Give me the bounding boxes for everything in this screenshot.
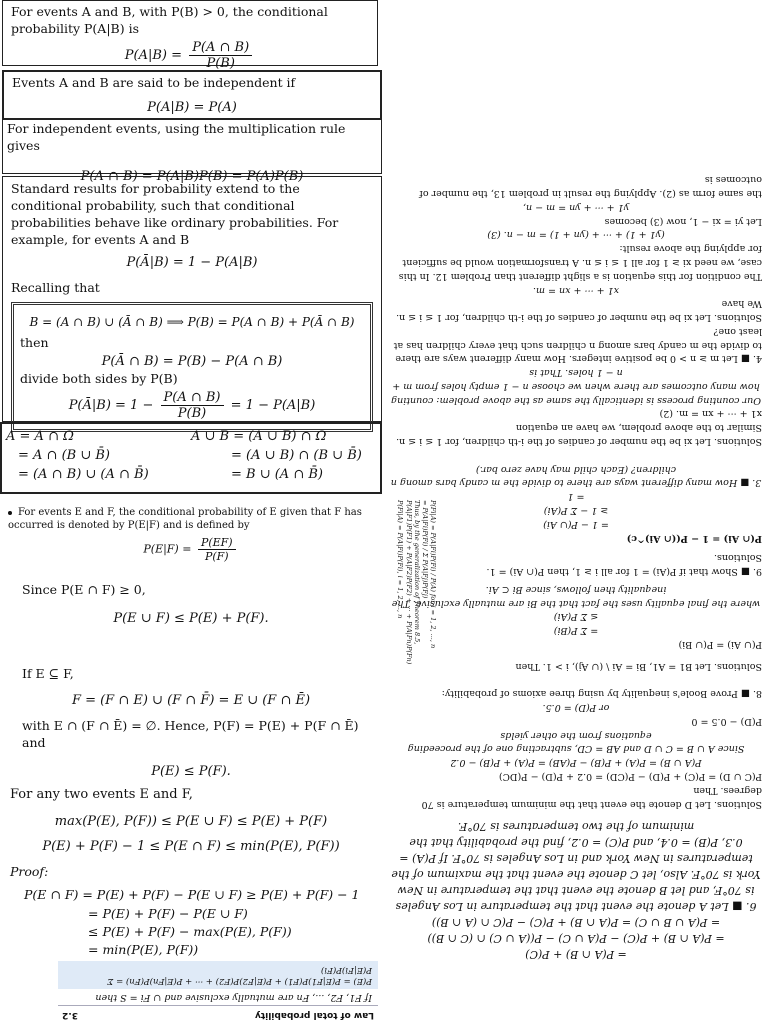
divide-text: divide both sides by P(B) bbox=[20, 371, 178, 387]
solution-line: = P(A ∪ B ∪ C) = P(A ∩ B) + P(C) − P(C ∩ (A ∩ B)) bbox=[431, 916, 721, 930]
total-probability-panel bbox=[58, 964, 378, 1024]
then-text: then bbox=[20, 335, 49, 351]
multiplication-panel bbox=[2, 118, 382, 184]
solution-line: P(A ∪ B) = P(A) + P(B) − P(AB) = P(A) + P(B) − 0.2 bbox=[450, 757, 702, 769]
solution-line: x1 + ··· + xn = m. bbox=[533, 284, 619, 296]
proof-line: = min(P(E), P(F)) bbox=[88, 941, 199, 957]
solution-line: Let yi = xi − 1, now (3) becomes bbox=[604, 215, 762, 227]
solution-line: P(C ∪ D) = P(C) + P(D) − P(CD) = 0.2 + P(D) − P(DC) bbox=[498, 771, 762, 783]
proof-line: P(E ∩ F) = P(E) + P(F) − P(E ∪ F) ≥ P(E) + P(F) − 1 bbox=[24, 887, 360, 903]
bayes-line: P(Fi|A) = P(A|Fi)P(Fi), i = 1, 2, ..., n bbox=[396, 500, 405, 619]
independence-formula: P(A|B) = P(A) bbox=[147, 99, 237, 115]
solution-line: or P(D) = 0.5. bbox=[542, 702, 610, 714]
solution-line: Solutions. Let B1 = A1, Bi = Ai \ (∪ Aj), i > 1. Then bbox=[515, 660, 762, 672]
proof-line: = P(E) + P(F) − P(E ∪ F) bbox=[88, 905, 248, 921]
bayes-line: P(A|F1)P(F1) + P(A|F2)P(F2) + ··· + P(A|Fn)P(Fn) bbox=[404, 500, 413, 665]
proof-label: Proof: bbox=[10, 863, 49, 879]
union-bounds: max(P(E), P(F)) ≤ P(E ∪ F) ≤ P(E) + P(F) bbox=[54, 813, 328, 829]
partition-formula: B = (A ∩ B) ∪ (Ā ∩ B) ⟹ P(B) = P(A ∩ B) + P(Ā ∩ B) bbox=[29, 315, 355, 330]
recalling-inner-box bbox=[11, 302, 373, 432]
upside-down-solutions-page bbox=[384, 0, 768, 968]
solution-line: 6. ■ Let A denote the event that the temperature in Los Angeles is 70°F, and let B denote the event that the temperature in New York is 70°F. Also, let C denote the event that the maximum of the temperatures in New York and in Los Angeles is 70°F. If P(A) = 0.3, P(B) = 0.4, and P(C) = 0.2, find the probability that the minimum of the two temperatures is 70°F. bbox=[391, 820, 761, 914]
proof-line: ≤ P(E) + P(F) − max(P(E), P(F)) bbox=[88, 923, 292, 939]
bounds-intro: For any two events E and F, bbox=[10, 787, 193, 802]
solution-line: P(∩ Ai) = 1 − P((∩ Ai)^c) bbox=[626, 532, 762, 544]
solution-line: P(∪ Ai) = P(∪ Bi) bbox=[678, 638, 762, 650]
subset-text: If E ⊆ F, bbox=[22, 665, 74, 681]
independence-panel bbox=[2, 70, 382, 120]
set-identities-panel bbox=[0, 422, 382, 494]
bounds-panel bbox=[0, 782, 382, 968]
solution-line: = 1 bbox=[567, 491, 585, 503]
bayes-line: Thus, by the generalization of Theorem 8.5, bbox=[412, 500, 421, 645]
total-probability-title: Law of total probability bbox=[254, 1010, 374, 1020]
conditional-probability-panel bbox=[2, 0, 378, 71]
definition-text: For events E and F, the conditional probability of E given that F has occurred is denoted by P(E|F) and is defined by bbox=[8, 507, 362, 531]
conditional-formula: P(A|B) = $\frac{P(A \cap B)}{P(B)}$ bbox=[11, 40, 369, 71]
divided-formula: P(Ā|B) = 1 − $\frac{P(A \cap B)}{P(B)}$ = 1 − P(A|B) bbox=[68, 390, 316, 422]
solution-line: Solutions. Let D denote the event that the minimum temperature is 70 degrees. Then bbox=[421, 784, 762, 810]
conditional-numerator: P(A ∩ B) bbox=[189, 40, 252, 56]
solution-line: ≤ Σ P(Ai) bbox=[553, 611, 599, 623]
solution-line: (y1 + 1) + ··· + (yn + 1) = m − n. (3) bbox=[487, 229, 665, 241]
hence-text: with E ∩ (F ∩ Ē) = ∅. Hence, P(F) = P(E) + P(F ∩ Ē) and bbox=[22, 717, 359, 750]
solution-line: Solutions. Let xi be the number of candies of the i-th children, for 1 ≤ i ≤ n. Similar to the above problem, we have an equation bbox=[396, 422, 762, 447]
solution-line: 9. ■ Show that if P(Ai) = 1 for all i ≥ 1, then P(∩ Ai) = 1. bbox=[486, 566, 762, 578]
solution-line: the same form as (2). Applying the result in problem 13, the number of outcomes is bbox=[419, 174, 762, 200]
solution-line: y1 + ··· + yn = m − n, bbox=[522, 201, 630, 213]
solution-line: ≥ 1 − Σ P(Ai) bbox=[543, 505, 609, 517]
solution-line: x1 + ··· + xn = m. (2) bbox=[659, 408, 762, 420]
total-probability-formula: P(E) = P(E|F1)P(F1) + P(E|F2)P(F2) + ··· + P(E|Fn)P(Fn) = Σ P(E|Fi)P(Fi) bbox=[58, 961, 378, 989]
union-bound-panel bbox=[2, 578, 380, 779]
bayes-line: P(Fi|A) = P(A|Fi)P(Fi) / P(A) for i = 1, 2, ..., n bbox=[429, 500, 437, 649]
since-text: Since P(E ∩ F) ≥ 0, bbox=[22, 582, 146, 597]
monotonicity-formula: P(E) ≤ P(F). bbox=[151, 763, 231, 779]
solution-line: 4. ■ Let m ≥ n > 0 be positive integers. How many different ways are there to divide the m candy bars among n children such that every children has at least one? bbox=[393, 325, 762, 365]
solution-line: = P(A ∩ B) + P(C) bbox=[525, 948, 627, 961]
set-row: = (A ∩ B) ∪ (A ∩ B̄) = B ∪ (A ∩ B̄) bbox=[18, 466, 323, 482]
solution-line: = 1 − P(∪ Ai) bbox=[543, 518, 609, 530]
set-row: A = A ∩ Ω A ∪ B = (A ∪ B) ∩ Ω bbox=[6, 429, 327, 444]
section-tag: 3.2 bbox=[62, 1010, 78, 1020]
independence-text: Events A and B are said to be independent if bbox=[12, 75, 296, 90]
intersection-bounds: P(E) + P(F) − 1 ≤ P(E ∩ F) ≤ min(P(E), P(F)) bbox=[42, 838, 340, 854]
solution-line: Solutions. Let xi be the number of candies of the i-th children, for 1 ≤ i ≤ n. We have bbox=[396, 298, 762, 324]
solution-line: Since A ∪ B = C ∪ D and AB = CD, subtracting one of the proceeding equations from the other yields bbox=[407, 729, 745, 755]
standard-results-panel bbox=[2, 176, 382, 422]
solution-line: Solutions. bbox=[714, 552, 762, 564]
bayes-line: = P(A|Fi)P(Fi) / Σ P(A|Fj)P(Fj) bbox=[420, 500, 429, 599]
solution-line: P(D) − 0.5 = 0 bbox=[691, 715, 762, 727]
conditional-definition-panel bbox=[2, 504, 380, 568]
solution-line: where the final equality uses the fact that the Bi are mutually exclusive. The inequality then follows, since Bi ⊂ Ai. bbox=[391, 583, 761, 609]
bullet-icon bbox=[8, 511, 12, 515]
recalling-text: Recalling that bbox=[11, 279, 100, 295]
conditional-denominator: P(B) bbox=[206, 55, 235, 71]
total-probability-hypothesis: If F1, F2, ..., Fn are mutually exclusive and ∪ Fi = S then bbox=[95, 992, 372, 1003]
solution-line: Our counting process is identically the same as the above problem: counting how many outcomes are there when we choose n − 1 empty holes from m + n − 1 holes. That is bbox=[391, 367, 761, 406]
conditional-intro: For events A and B, with P(B) > 0, the conditional probability P(A|B) is bbox=[11, 4, 328, 36]
subset-decomposition: F = (F ∩ E) ∪ (F ∩ F̄) = E ∪ (F ∩ Ē) bbox=[71, 692, 311, 708]
multiplication-text: For independent events, using the multiplication rule gives bbox=[7, 121, 346, 153]
multiplication-formula: P(A ∩ B) = P(A|B)P(B) = P(A)P(B) bbox=[80, 168, 304, 184]
solution-line: = Σ P(Bi) bbox=[553, 625, 599, 637]
solution-line: 3. ■ How many different ways are there to divide the m candy bars among n children? (Each child may have zero bar.) bbox=[390, 463, 762, 489]
standard-text: Standard results for probability extend to the conditional probability, such that conditional probabilities behave like ordinary probabilities. For example, for events A and B bbox=[11, 181, 339, 247]
definition-formula: P(E|F) = $\frac{P(EF)}{P(F)}$ bbox=[8, 536, 374, 563]
set-row: = A ∩ (B ∪ B̄) = (A ∪ B) ∩ (B ∪ B̄) bbox=[18, 447, 362, 463]
subtraction-formula: P(Ā ∩ B) = P(B) − P(A ∩ B) bbox=[101, 354, 283, 370]
solution-line: = P(A ∩ B) + P(C) − P(A ∪ C) − P((A ∪ C) ∩ (C ∩ B)) bbox=[427, 932, 725, 946]
complement-formula: P(Ā|B) = 1 − P(A|B) bbox=[126, 254, 258, 270]
solution-line: The condition for this equation is a slight different than Problem 12. In this case, we need xi ≥ 1 for all 1 ≤ i ≤ n. A transformation would be sufficient for applying the above result: bbox=[398, 243, 762, 282]
union-inequality: P(E ∪ F) ≤ P(E) + P(F). bbox=[113, 610, 269, 626]
solution-line: 8. ■ Prove Boole's inequality by using three axioms of probability: bbox=[441, 688, 762, 700]
